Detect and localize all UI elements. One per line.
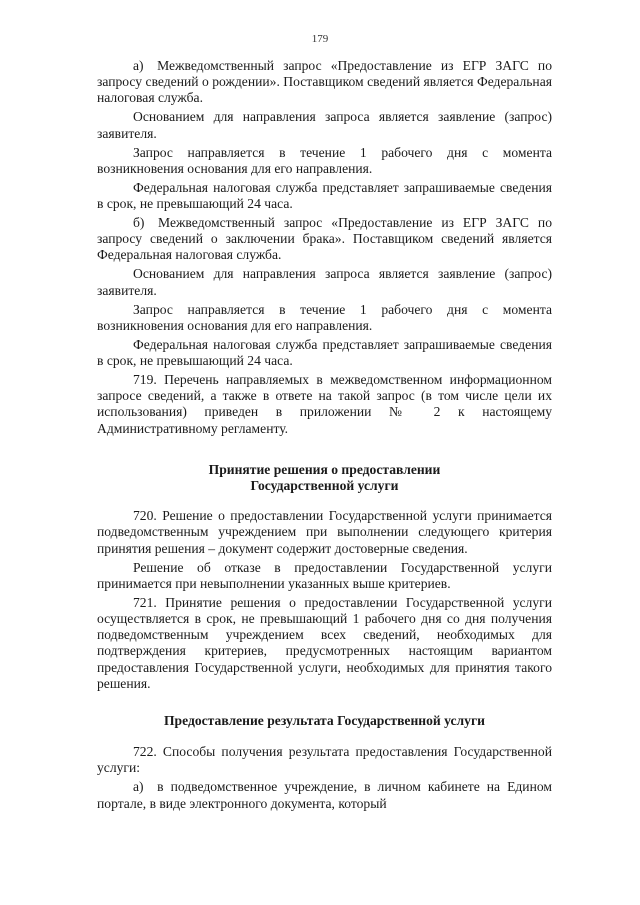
section-heading: Принятие решения о предоставлении Государственной услуги [208,461,441,494]
page-number: 179 [311,33,329,45]
paragraph: Запрос направляется в течение 1 рабочего дня с момента возникновения основания для его направления. [97,144,552,176]
document-body [97,58,552,812]
paragraph: Основанием для направления запроса является заявление (запрос) заявителя. [97,109,552,141]
paragraph: а) Межведомственный запрос «Предоставление из ЕГР ЗАГС по запросу сведений о рождении». Поставщиком сведений является Федеральная налоговая служба. [97,58,552,106]
paragraph: б) Межведомственный запрос «Предоставление из ЕГР ЗАГС по запросу сведений о заключении брака». Поставщиком сведений является Федеральная налоговая служба. [97,215,552,263]
paragraph: а) в подведомственное учреждение, в личном кабинете на Едином портале, в виде электронного документа, который [97,779,552,811]
paragraph: Решение об отказе в предоставлении Государственной услуги принимается при невыполнении указанных выше критериев. [97,559,552,591]
paragraph: Запрос направляется в течение 1 рабочего дня с момента возникновения основания для его направления. [97,301,552,333]
paragraph: 719. Перечень направляемых в межведомственном информационном запросе сведений, а также в ответе на такой запрос (в том числе цели их использования) приведен в приложении № 2 к настоящему Административному регламенту. [97,372,552,436]
paragraph: Основанием для направления запроса является заявление (запрос) заявителя. [97,266,552,298]
paragraph: 721. Принятие решения о предоставлении Государственной услуги осуществляется в срок, не превышающий 1 рабочего дня со дня получения подведомственным учреждением всех сведений, необходимых для подтверждения критериев, предусмотренных настоящим вариантом предоставления Государственной услуги, необходимых для принятия такого решения. [97,594,552,691]
paragraph: Федеральная налоговая служба представляет запрашиваемые сведения в срок, не превышающий 24 часа. [97,336,552,369]
paragraph: Федеральная налоговая служба представляет запрашиваемые сведения в срок, не превышающий 24 часа. [97,179,552,212]
paragraph: 722. Способы получения результата предоставления Государственной услуги: [97,744,552,776]
section-heading: Предоставление результата Государственной услуги [163,713,485,729]
paragraph: 720. Решение о предоставлении Государственной услуги принимается подведомственным учреждением при выполнении следующего критерия принятия решения – документ содержит достоверные сведения. [97,508,552,556]
